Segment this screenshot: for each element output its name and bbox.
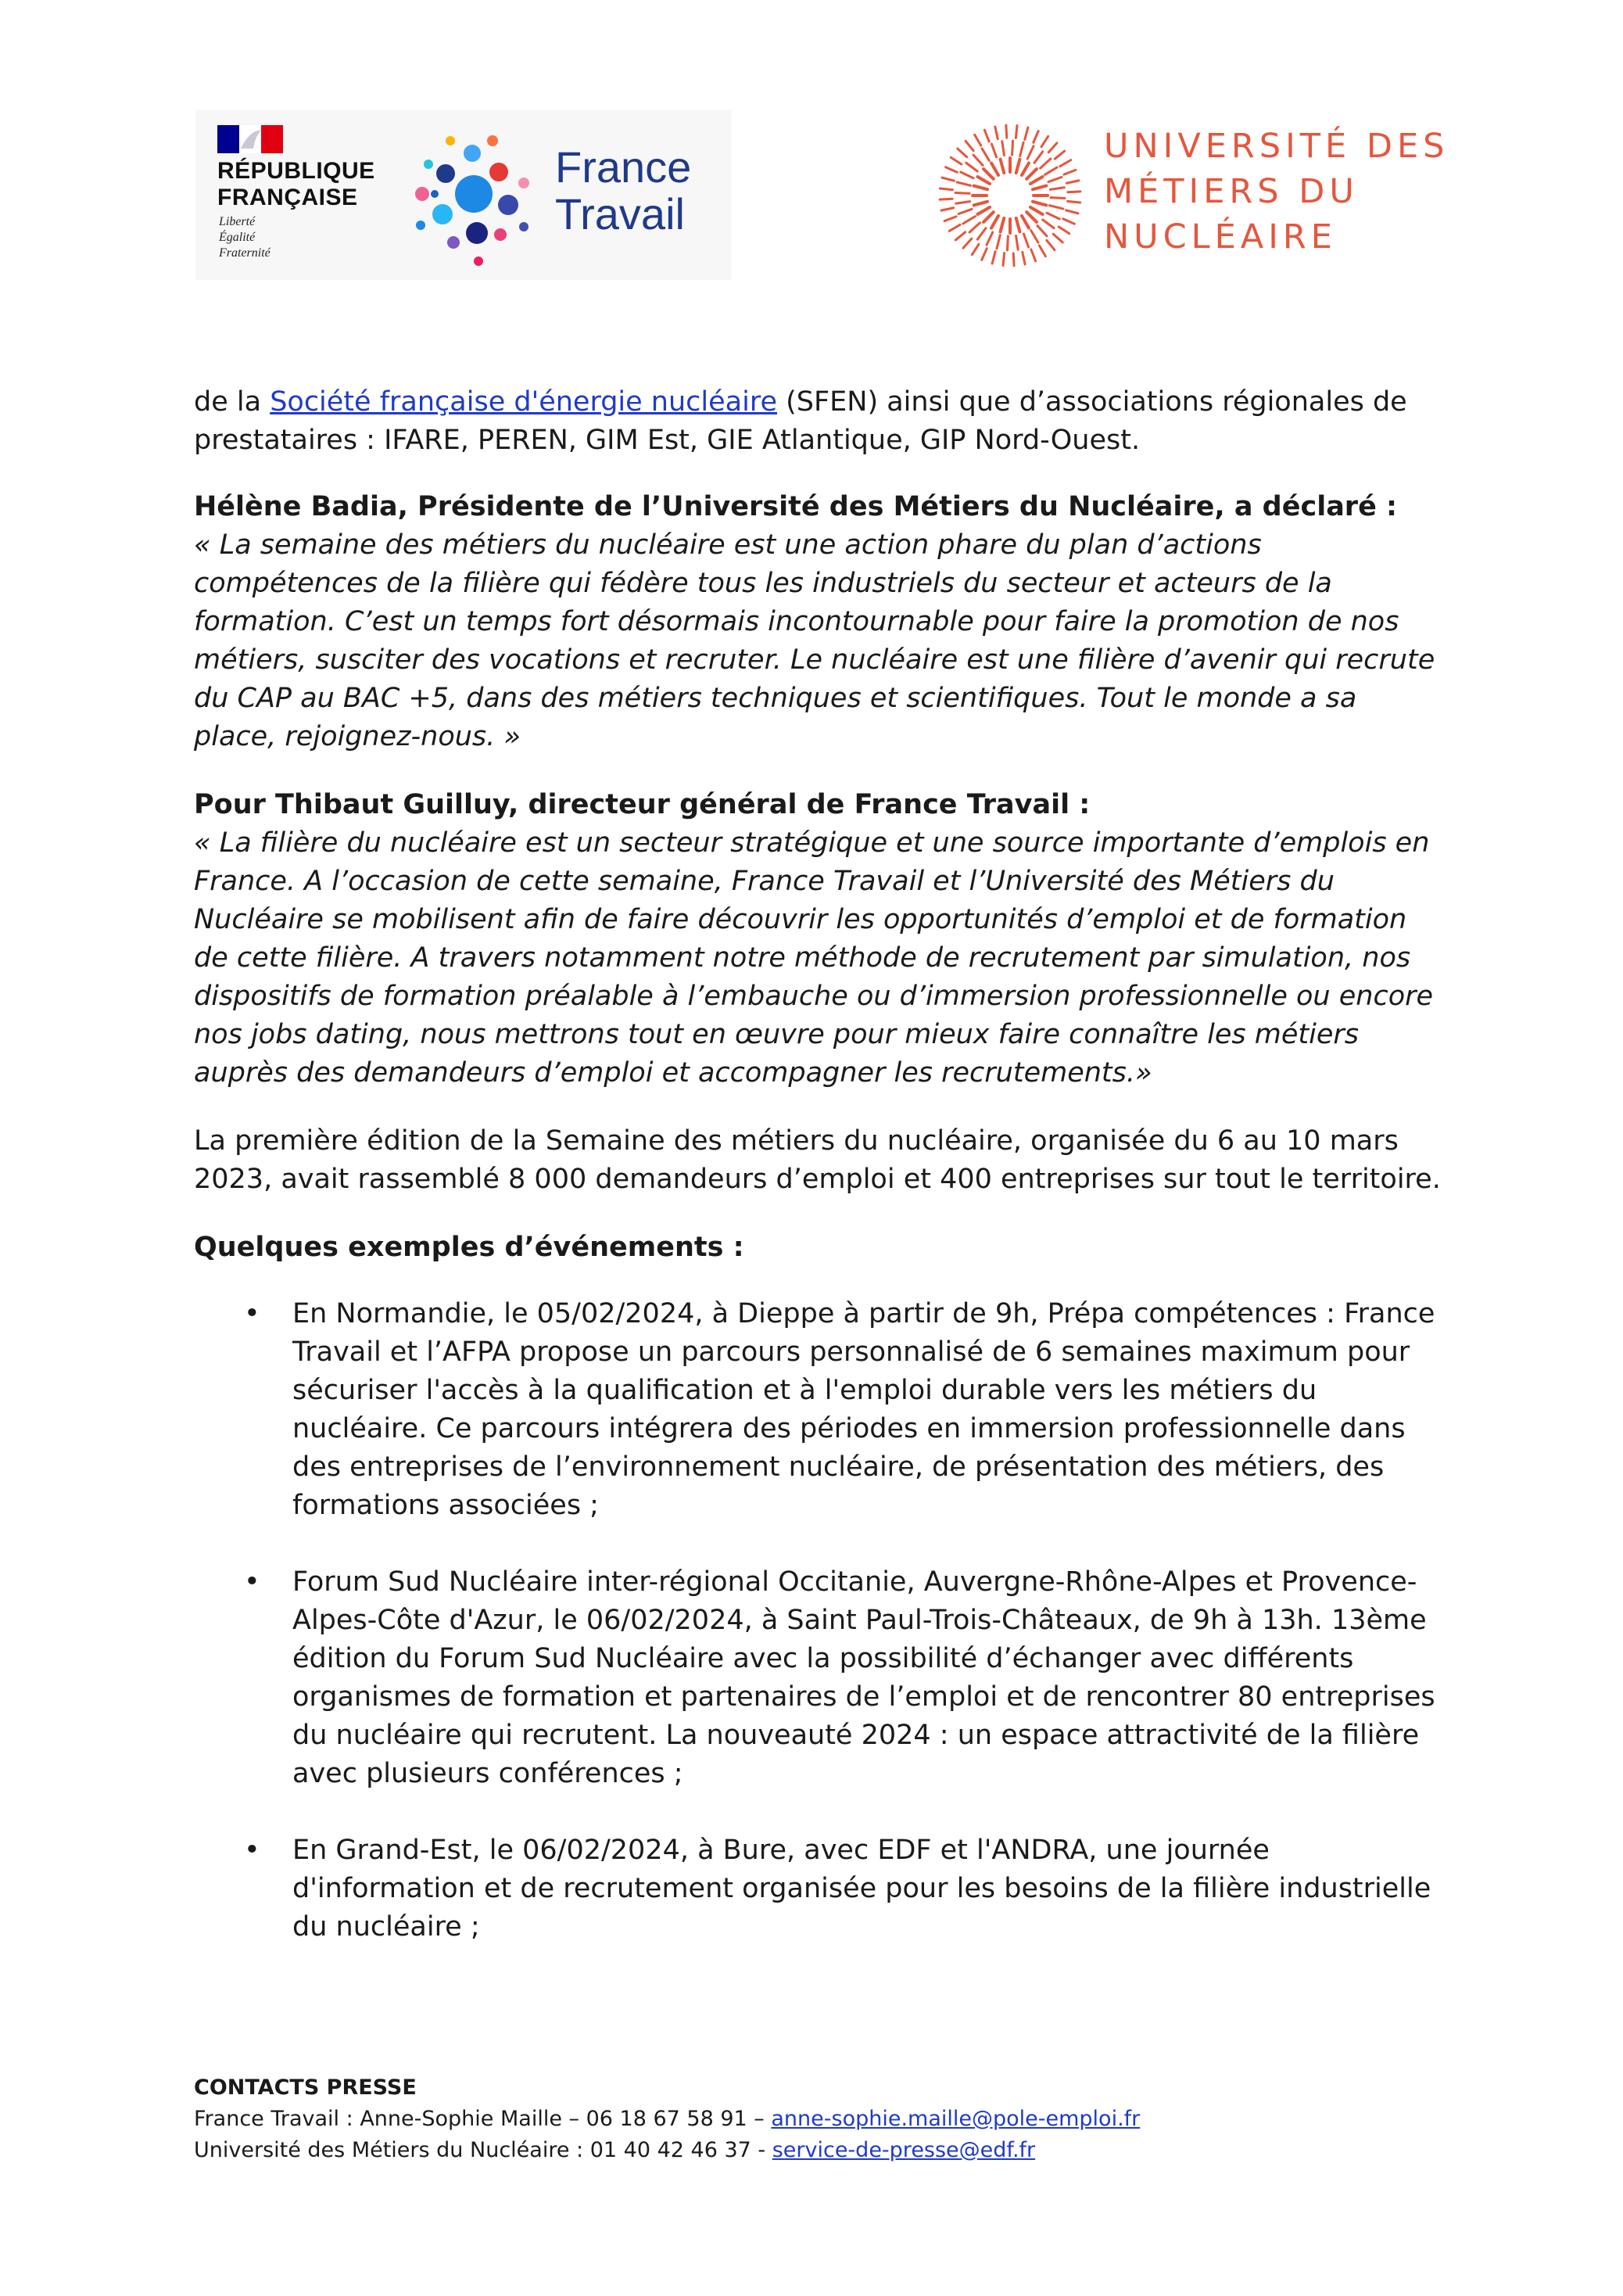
events-heading: Quelques exemples d’événements : xyxy=(194,1232,744,1263)
sun-ray xyxy=(1013,253,1014,266)
sun-ray xyxy=(972,244,979,254)
sun-ray xyxy=(982,249,987,260)
sun-ray xyxy=(991,216,998,228)
sun-ray xyxy=(1031,249,1036,261)
sun-ray xyxy=(995,127,998,139)
sun-ray xyxy=(983,212,994,222)
sun-ray xyxy=(1008,236,1009,250)
sun-ray xyxy=(1047,213,1059,219)
sun-ray xyxy=(974,202,987,206)
press-release-body xyxy=(194,383,1445,1985)
bullet-icon: • xyxy=(244,1298,260,1329)
sun-ray xyxy=(949,224,960,231)
event-text: Forum Sud Nucléaire inter-régional Occitanie, Auvergne-Rhône-Alpes et Provence-Alpes-Côte d'Azur, le 06/02/2024, à Saint Paul-Trois-Châteaux, de 9h à 13h. 13ème édition du Forum Sud Nucléaire avec la possibilité d’échanger avec différents organismes de formation et partenaires de l’emploi et de rencontrer 80 entreprises du nucléaire qui recrutent. La nouveauté 2024 : un espace attractivité de la filière avec plusieurs conférences ; xyxy=(292,1566,1435,1789)
france-travail-dots-icon xyxy=(407,117,532,274)
events-list xyxy=(194,1295,1445,1946)
sun-ray xyxy=(1026,212,1037,222)
sun-ray xyxy=(1034,131,1038,143)
bullet-icon: • xyxy=(244,1835,260,1866)
sun-ray xyxy=(1020,142,1023,156)
list-item xyxy=(194,1831,1445,1946)
sun-ray xyxy=(1045,167,1057,174)
rf-motto-1: Liberté xyxy=(219,215,256,228)
sun-ray xyxy=(946,167,958,172)
intro-suffix: (SFEN) ainsi que d’associations régionales de prestataires : IFARE, PEREN, GIM Est, GIE Atlantique, GIP Nord-Ouest. xyxy=(194,386,1407,456)
sun-ray xyxy=(1068,201,1080,203)
sun-ray xyxy=(963,217,975,224)
sun-ray xyxy=(941,208,954,210)
contact-2-email-link[interactable]: service-de-presse@edf.fr xyxy=(772,2138,1036,2162)
sun-ray xyxy=(974,186,987,190)
sun-ray xyxy=(958,209,972,213)
rf-motto-3: Fraternité xyxy=(219,246,270,260)
sun-ray xyxy=(1033,186,1046,190)
contact-2-text: Université des Métiers du Nucléaire : 01 40 42 46 37 - xyxy=(194,2138,772,2162)
universite-metiers-nucleaire-wordmark xyxy=(1104,124,1449,260)
sun-ray xyxy=(975,135,981,145)
sun-ray xyxy=(961,172,973,178)
sun-ray xyxy=(992,252,995,264)
sun-ray xyxy=(1002,142,1005,156)
sun-ray xyxy=(1048,143,1057,152)
sun-ray xyxy=(955,232,965,240)
sun-ray xyxy=(940,188,952,190)
quote2-text: « La filière du nucléaire est un secteur stratégique et une source importante d’emplois en France. A l’occasion de cette semaine, France Travail et l’Université des Métiers du Nucléaire se mobilisent afin de faire découvrir les opportunités d’emploi et de formation de cette filière. A travers notamment notre méthode de recrutement par simulation, nos dispositifs de formation préalable à l’embauche ou d’immersion professionnelle ou encore nos jobs dating, nous mettrons tout en œuvre pour mieux faire connaître les métiers auprès des demandeurs d’emploi et accompagner les recrutements.» xyxy=(194,827,1434,1089)
sun-ray xyxy=(991,144,996,157)
sun-ray xyxy=(984,130,989,142)
sun-ray xyxy=(1053,234,1062,242)
republique-francaise-wordmark xyxy=(217,158,375,211)
sun-ray xyxy=(1026,169,1037,179)
sfen-link[interactable]: Société française d'énergie nucléaire xyxy=(270,386,778,418)
sun-ray xyxy=(982,149,989,160)
sun-ray xyxy=(1030,207,1043,214)
sun-ray xyxy=(1051,198,1065,199)
sun-ray xyxy=(1049,206,1062,209)
marianne-flag-icon xyxy=(217,125,283,153)
sun-ray xyxy=(958,149,967,157)
rf-motto xyxy=(219,214,270,261)
sun-ray xyxy=(983,169,994,179)
ft-line-2: Travail xyxy=(555,189,685,239)
sun-ray xyxy=(1022,216,1029,228)
list-item xyxy=(194,1295,1445,1525)
sun-ray xyxy=(997,235,1000,248)
contact-1-text: France Travail : Anne-Sophie Maille – 06 18 67 58 91 – xyxy=(194,2107,772,2131)
list-item xyxy=(194,1563,1445,1793)
sun-ray xyxy=(987,232,993,245)
sun-ray xyxy=(1037,226,1047,236)
sun-ray xyxy=(977,207,990,214)
sun-ray xyxy=(942,178,954,181)
sun-ray xyxy=(973,155,983,165)
sun-ray xyxy=(963,239,972,248)
sun-ray xyxy=(977,228,986,239)
sun-ray xyxy=(1041,159,1051,168)
sun-ray xyxy=(1063,219,1075,224)
universite-metiers-nucleaire-sun-icon xyxy=(938,124,1082,267)
contact-umn xyxy=(194,2135,1445,2166)
sun-ray xyxy=(951,157,961,164)
umn-line-1: UNIVERSITÉ DES xyxy=(1104,127,1449,166)
sun-ray xyxy=(1006,125,1007,138)
sun-ray xyxy=(1048,177,1062,181)
republique-francaise-france-travail-logo xyxy=(195,109,732,280)
sun-ray xyxy=(1060,160,1071,167)
sun-ray xyxy=(955,193,969,194)
event-text: En Grand-Est, le 06/02/2024, à Bure, avec EDF et l'ANDRA, une journée d'information et de recrutement organisée pour les besoins de la filière industrielle du nucléaire ; xyxy=(292,1835,1431,1943)
contact-france-travail xyxy=(194,2104,1445,2135)
sun-ray xyxy=(1047,240,1055,249)
france-travail-wordmark xyxy=(555,144,691,238)
first-edition-paragraph: La première édition de la Semaine des métiers du nucléaire, organisée du 6 au 10 mars 2023, avait rassemblé 8 000 demandeurs d’emploi et 400 entreprises sur tout le territoire. xyxy=(194,1125,1441,1195)
sun-ray xyxy=(1003,253,1005,266)
sun-ray xyxy=(1031,231,1038,242)
sun-ray xyxy=(1034,152,1043,163)
sun-ray xyxy=(1064,170,1076,174)
sun-ray xyxy=(966,141,973,150)
sun-ray xyxy=(1016,125,1017,138)
sun-ray xyxy=(1050,188,1064,190)
ft-line-1: France xyxy=(555,142,692,192)
sun-ray xyxy=(991,163,998,175)
sun-ray xyxy=(1001,160,1005,173)
sun-ray xyxy=(1030,177,1043,184)
contact-1-email-link[interactable]: anne-sophie.maille@pole-emploi.fr xyxy=(771,2107,1141,2131)
intro-prefix: de la xyxy=(194,386,270,418)
rf-line-2: FRANÇAISE xyxy=(217,185,358,210)
sun-ray xyxy=(1066,181,1079,183)
sun-ray xyxy=(944,217,956,221)
sun-ray xyxy=(1023,252,1025,264)
sun-ray xyxy=(1001,218,1005,231)
sun-ray xyxy=(969,223,980,232)
sun-ray xyxy=(977,177,990,184)
sun-ray xyxy=(1033,202,1046,206)
sun-ray xyxy=(956,202,970,204)
sun-ray xyxy=(1012,141,1013,155)
sun-ray xyxy=(1025,127,1028,139)
sun-ray xyxy=(1023,234,1028,247)
sun-ray xyxy=(1041,136,1048,146)
quote1-text: « La semaine des métiers du nucléaire est une action phare du plan d’actions compétences de la filière qui fédère tous les industriels du secteur et acteurs de la formation. C’est un temps fort désormais incontournable pour faire la promotion de nos métiers, susciter des vocations et recruter. Le nucléaire est une filière d’avenir qui recrute du CAP au BAC +5, dans des métiers techniques et scientifiques. Tout le monde a sa place, rejoignez-nous. » xyxy=(194,529,1435,752)
sun-ray xyxy=(957,182,970,185)
event-text: En Normandie, le 05/02/2024, à Dieppe à partir de 9h, Prépa compétences : France Travail et l’AFPA propose un parcours personnalisé de 6 semaines maximum pour sécuriser l'accès à la qualification et à l'emploi durable vers les métiers du nucléaire. Ce parcours intégrera des périodes en immersion professionnelle dans des entreprises de l’environnement nucléaire, de présentation des métiers, des formations associées ; xyxy=(292,1298,1435,1521)
sun-ray xyxy=(1016,218,1020,231)
press-contacts xyxy=(194,2072,1445,2166)
sun-ray xyxy=(1039,246,1045,257)
rf-motto-2: Égalité xyxy=(219,231,256,244)
sun-ray xyxy=(1043,220,1054,228)
sun-ray xyxy=(1016,160,1020,173)
umn-line-2: MÉTIERS DU xyxy=(1104,172,1359,211)
umn-line-3: NUCLÉAIRE xyxy=(1104,217,1337,257)
sun-ray xyxy=(966,163,977,171)
sun-ray xyxy=(1055,151,1064,159)
sun-ray xyxy=(1027,146,1034,159)
intro-paragraph xyxy=(194,383,1445,460)
quote2-speaker: Pour Thibaut Guilluy, directeur général de France Travail : xyxy=(194,789,1091,820)
sun-ray xyxy=(1059,227,1069,234)
sun-ray xyxy=(1066,210,1078,213)
sun-ray xyxy=(1022,163,1029,175)
contacts-title: CONTACTS PRESSE xyxy=(194,2075,417,2100)
bullet-icon: • xyxy=(244,1566,260,1598)
quote1-speaker: Hélène Badia, Présidente de l’Université des Métiers du Nucléaire, a déclaré : xyxy=(194,491,1397,522)
rf-line-1: RÉPUBLIQUE xyxy=(217,158,375,184)
sun-ray xyxy=(1016,235,1019,249)
